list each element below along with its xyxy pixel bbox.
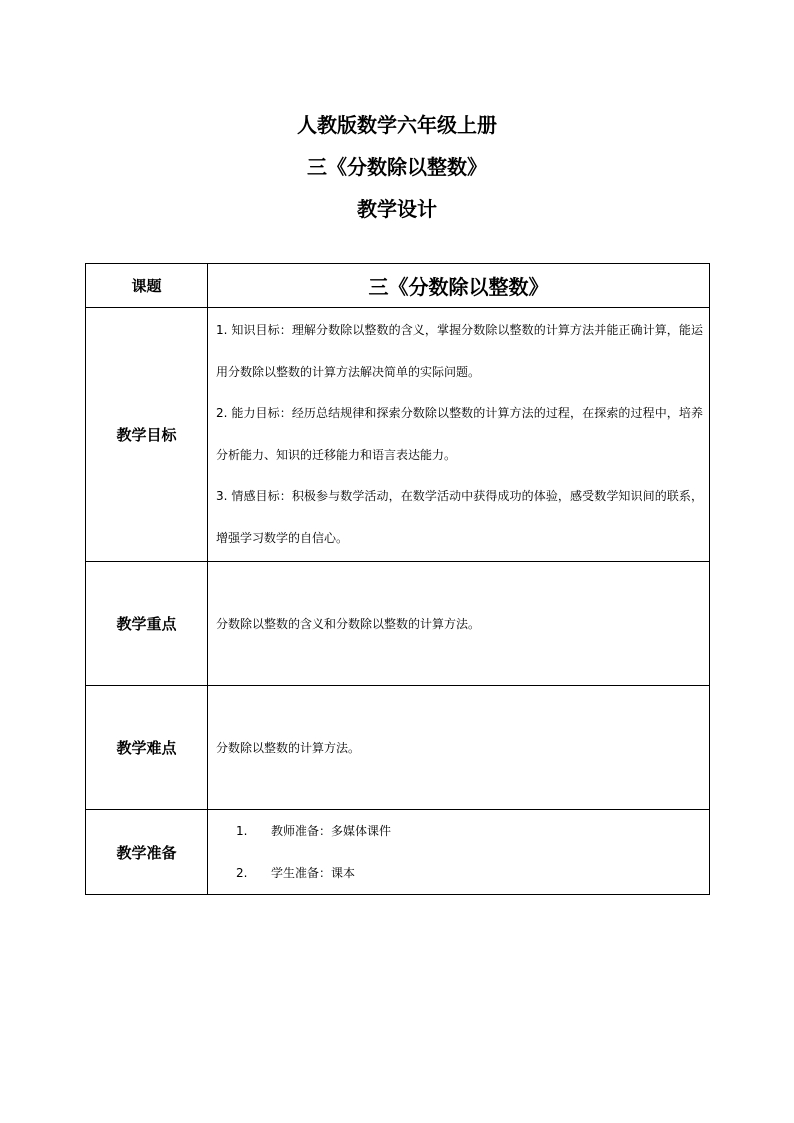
- key-points-row: [86, 562, 710, 686]
- key-points-label: 教学重点: [86, 562, 208, 686]
- difficulties-cell: [208, 686, 710, 810]
- topic-label: 课题: [86, 264, 208, 308]
- preparation-row: [86, 810, 710, 895]
- goals-cell: [208, 308, 710, 562]
- lesson-plan-table: [85, 263, 710, 895]
- list-item-number: 1.: [236, 824, 248, 838]
- list-item: [208, 852, 709, 894]
- list-item-number: 2.: [236, 866, 248, 880]
- goal-item-knowledge: 1. 知识目标：理解分数除以整数的含义，掌握分数除以整数的计算方法并能正确计算，能运用分数除以整数的计算方法解决简单的实际问题。: [216, 323, 703, 379]
- key-points-value: 分数除以整数的含义和分数除以整数的计算方法。: [216, 617, 481, 631]
- document-header: [0, 104, 794, 230]
- topic-value: 三《分数除以整数》: [208, 264, 710, 308]
- goal-item-ability: 2. 能力目标：经历总结规律和探索分数除以整数的计算方法的过程，在探索的过程中，培养分析能力、知识的迁移能力和语言表达能力。: [216, 406, 703, 462]
- key-points-cell: [208, 562, 710, 686]
- difficulties-label: 教学难点: [86, 686, 208, 810]
- goals-row: [86, 308, 710, 562]
- doc-title: 人教版数学六年级上册: [297, 113, 497, 137]
- difficulties-value: 分数除以整数的计算方法。: [216, 741, 361, 755]
- goals-label: 教学目标: [86, 308, 208, 562]
- list-item-text: 学生准备：课本: [271, 866, 356, 880]
- topic-row: [86, 264, 710, 308]
- list-item-text: 教师准备：多媒体课件: [271, 824, 392, 838]
- preparation-cell: [208, 810, 710, 895]
- preparation-list: [208, 810, 709, 894]
- lesson-title: 三《分数除以整数》: [307, 155, 487, 179]
- difficulties-row: [86, 686, 710, 810]
- doc-subtitle: 教学设计: [357, 197, 437, 221]
- goal-item-emotion: 3. 情感目标：积极参与数学活动，在数学活动中获得成功的体验，感受数学知识间的联系，增强学习数学的自信心。: [216, 489, 703, 545]
- preparation-label: 教学准备: [86, 810, 208, 895]
- list-item: [208, 810, 709, 852]
